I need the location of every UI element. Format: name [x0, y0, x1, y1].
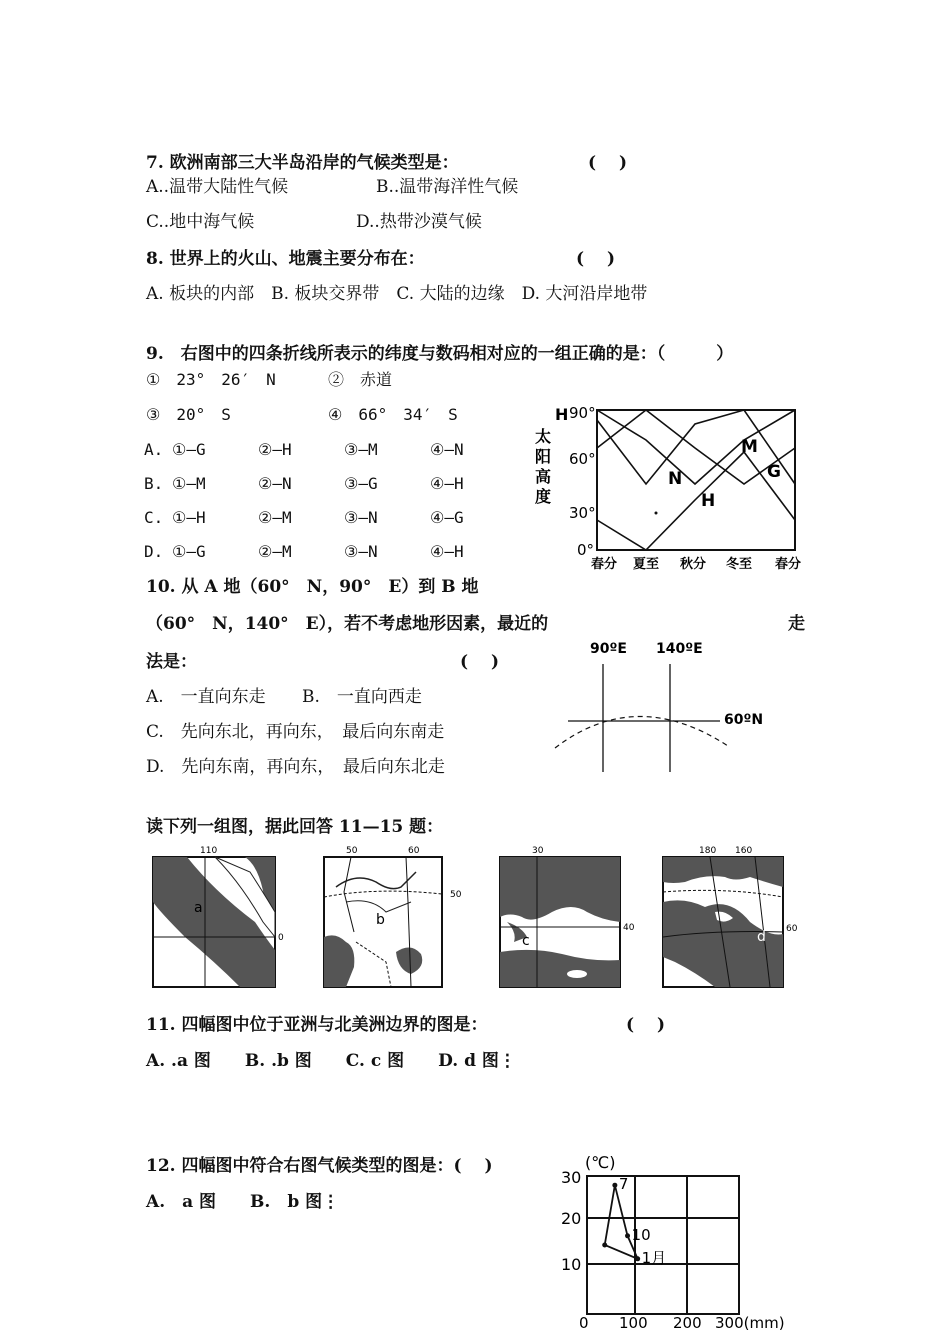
q8-paren: ( ) — [576, 249, 616, 269]
q9-opt-cell: ②—M — [258, 542, 292, 561]
ytick-90: 90° — [569, 404, 596, 422]
q9-opt-cell: ②—H — [258, 440, 292, 459]
q12-options: A. a 图 B. b 图⋮ — [146, 1192, 340, 1212]
map-c-tick-lat: 40 — [623, 923, 635, 933]
q9-opt-cell: ③—N — [344, 508, 378, 527]
q10-paren: ( ) — [460, 652, 500, 672]
map-a-tick-lat: 0 — [278, 933, 284, 943]
q9-opt-cell: ④—N — [430, 440, 464, 459]
chart-dot — [655, 512, 658, 515]
climate-point-label: 10 — [631, 1225, 651, 1244]
q7-option-a: A..温带大陆性气候 — [146, 177, 289, 197]
label-H: H — [701, 491, 716, 511]
q9-opt-cell: ①—G — [172, 440, 206, 459]
line-G — [597, 410, 795, 484]
map-c-tick-lon: 30 — [532, 846, 544, 856]
q10-option-d: D. 先向东南，再向东， 最后向东北走 — [146, 757, 445, 777]
ytick-60: 60° — [569, 450, 596, 468]
label-N: N — [668, 469, 683, 489]
xtick-1: 春分 — [591, 557, 618, 572]
map-d-tick-lon1: 180 — [699, 846, 717, 856]
chart-ylabel-3: 高 — [535, 467, 552, 486]
map-d-tick-lat: 60 — [786, 924, 798, 934]
map-b-tick-lat: 50 — [450, 890, 462, 900]
solar-altitude-chart — [525, 400, 825, 575]
q10-stem-2: （60° N，140° E），若不考虑地形因素，最近的 — [146, 614, 549, 634]
q12-stem: 12. 四幅图中符合右图气候类型的图是：( ) — [146, 1156, 493, 1176]
q7-option-b: B..温带海洋性气候 — [376, 177, 519, 197]
climate-chart — [555, 1148, 805, 1344]
q9-opt-cell: ①—G — [172, 542, 206, 561]
climate-point — [602, 1243, 607, 1248]
q9-item-4: ④ 66° 34′ S — [328, 405, 458, 424]
map-b — [316, 842, 471, 990]
lon-140e: 140ºE — [656, 641, 703, 657]
great-circle-diagram — [550, 636, 770, 776]
climate-xtick-0: 0 — [579, 1314, 589, 1332]
ytick-0: 0° — [577, 541, 595, 559]
q10-stem-1: 10. 从 A 地（60° N，90° E）到 B 地 — [146, 577, 479, 597]
climate-loop — [605, 1185, 638, 1259]
q9-opt-cell: ①—H — [172, 508, 206, 527]
q8-stem: 8. 世界上的火山、地震主要分布在： — [146, 249, 425, 269]
ytick-30: 30° — [569, 504, 596, 522]
q10-option-b: B. 一直向西走 — [302, 687, 422, 707]
xtick-2: 夏至 — [633, 557, 660, 572]
label-M: M — [741, 437, 758, 457]
q9-opt-cell: ③—M — [344, 440, 378, 459]
q10-walk: 走 — [788, 614, 805, 634]
q9-stem: 9. 右图中的四条折线所表示的纬度与数码相对应的一组正确的是：（ ） — [146, 344, 734, 364]
q9-opt-label: B. — [144, 474, 164, 493]
climate-point-label: 7 — [618, 1175, 629, 1194]
climate-point — [635, 1256, 640, 1261]
q9-opt-cell: ③—N — [344, 542, 378, 561]
q9-opt-label: D. — [144, 542, 164, 561]
q9-item-2: ② 赤道 — [328, 370, 393, 389]
q11-paren: ( ) — [626, 1015, 666, 1035]
climate-point — [625, 1233, 630, 1238]
q9-opt-cell: ②—N — [258, 474, 292, 493]
q9-opt-cell: ④—H — [430, 474, 464, 493]
q9-opt-cell: ④—H — [430, 542, 464, 561]
climate-ytick-10: 10 — [561, 1255, 582, 1274]
map-d-tick-lon2: 160 — [735, 846, 753, 856]
lat-60n: 60ºN — [724, 712, 764, 728]
q7-option-d: D..热带沙漠气候 — [356, 212, 482, 232]
q9-opt-label: A. — [144, 440, 164, 459]
q9-item-1: ① 23° 26′ N — [146, 370, 276, 389]
map-a-letter: a — [194, 900, 203, 916]
climate-grid — [587, 1176, 739, 1314]
chart-ylabel-4: 度 — [535, 487, 552, 506]
climate-ytick-20: 20 — [561, 1209, 582, 1228]
map-a — [145, 842, 295, 990]
xtick-4: 冬至 — [726, 557, 753, 572]
line-M — [597, 410, 795, 484]
line-H — [597, 452, 795, 550]
q7-paren: ( ) — [588, 153, 628, 173]
line-N — [597, 410, 795, 484]
q7-option-c: C..地中海气候 — [146, 212, 255, 232]
q9-opt-label: C. — [144, 508, 164, 527]
map-c — [492, 842, 642, 990]
q10-stem-3: 法是： — [146, 652, 197, 672]
chart-ylabel-1: 太 — [535, 427, 552, 446]
map-d-letter: d — [757, 929, 766, 945]
climate-point-label: 1月 — [641, 1248, 667, 1267]
climate-ytick-30: 30 — [561, 1168, 582, 1187]
climate-xtick-200: 200 — [673, 1314, 702, 1332]
q9-opt-cell: ④—G — [430, 508, 464, 527]
q11-options: A. .a 图 B. .b 图 C. c 图 D. d 图⋮ — [146, 1051, 516, 1071]
q11-stem: 11. 四幅图中位于亚洲与北美洲边界的图是： — [146, 1015, 488, 1035]
map-d — [655, 842, 810, 990]
climate-xtick-300: 300(mm) — [715, 1314, 785, 1332]
xtick-5: 春分 — [775, 557, 802, 572]
xtick-3: 秋分 — [680, 557, 707, 572]
climate-unit: (℃) — [585, 1153, 616, 1172]
q7-stem: 7. 欧洲南部三大半岛沿岸的气候类型是： — [146, 153, 459, 173]
map-a-tick-lon: 110 — [200, 846, 218, 856]
q10-option-c: C. 先向东北，再向东， 最后向东南走 — [146, 722, 445, 742]
q9-opt-cell: ②—M — [258, 508, 292, 527]
label-G: G — [767, 462, 781, 482]
chart-ylabel-2: 阳 — [535, 447, 552, 466]
climate-xtick-100: 100 — [619, 1314, 648, 1332]
map-b-tick-lon2: 60 — [408, 846, 420, 856]
chart-lines — [597, 410, 795, 550]
q10-option-a: A. 一直向东走 — [146, 687, 266, 707]
map-b-letter: b — [376, 912, 385, 928]
maps-intro: 读下列一组图，据此回答 11—15 题： — [146, 817, 444, 837]
q8-options: A. 板块的内部 B. 板块交界带 C. 大陆的边缘 D. 大河沿岸地带 — [146, 284, 648, 304]
climate-point — [612, 1183, 617, 1188]
q9-item-3: ③ 20° S — [146, 405, 231, 424]
q9-opt-cell: ③—G — [344, 474, 378, 493]
lon-90e: 90ºE — [590, 641, 627, 657]
q9-opt-cell: ①—M — [172, 474, 206, 493]
map-c-letter: c — [522, 933, 530, 949]
chart-h-letter: H — [555, 405, 569, 424]
map-b-tick-lon1: 50 — [346, 846, 358, 856]
